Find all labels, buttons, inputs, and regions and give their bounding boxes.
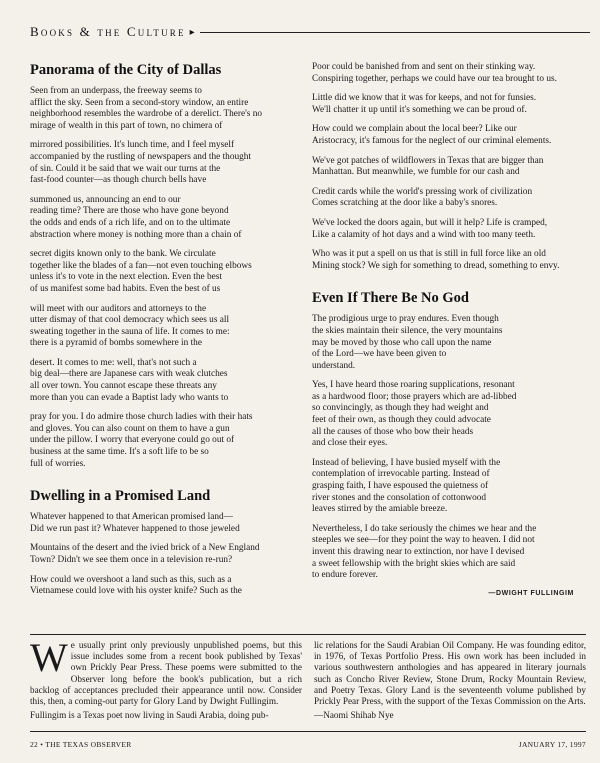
poem-stanza: Mountains of the desert and the ivied brick of a New England Town? Didn't we see them once in a television re-run? [30,543,260,565]
poem-stanza: Nevertheless, I do take seriously the chimes we hear and the steeples we see—for they point the way to heaven. I did not invent this drawing near to extinction, nor have I devised a sweet fellowship with the bright skies which are said to endure forever. [312,523,537,581]
poem-stanza: Who was it put a spell on us that is still in full force like an old Mining stock? We sigh for something to dread, something to envy. [312,249,560,271]
page-number-publication: 22 • THE TEXAS OBSERVER [30,739,132,749]
poem-stanza: Yes, I have heard those roaring supplications, resonant as a hardwood floor; those prayers which are ad-libbed so convincingly, as though they had weight and feet of their own, as though they could advocate all the causes of those who bow their heads and close their eyes. [312,380,517,449]
left-column [30,62,288,606]
editor-note-paragraph: lic relations for the Saudi Arabian Oil Company. He was founding editor, in 1976, of Texas Portfolio Press. His own work has been included in various southwestern anthologies and has appeared in literary journals such as Concho River Review, Stone Drum, Rocky Mountain Review, and Poetry Texas. Glory Land is the seventeenth volume published by Prickly Pear Press, with the support of the Texas Commission on the Arts. [314,640,586,707]
poem-stanza: How could we complain about the local beer? Like our Aristocracy, it's famous for the neglect of our criminal elements. [312,124,552,146]
poem-stanza: The prodigious urge to pray endures. Even though the skies maintain their silence, the very mountains may be moved by those who call upon the name of the Lord—we have been given to understand. [312,314,503,371]
poem-stanza: How could we overshoot a land such as this, such as a Vietnamese could love with his oyster knife? Such as the [30,574,242,597]
header-rule [200,32,590,33]
editor-note-paragraph: We usually print only previously unpublished poems, but this issue includes some from a recent book published by Texas' own Prickly Pear Press. These poems were submitted to the Observer long before the book's publication, but a rich backlog of acceptances precluded their appearance until now. Consider this, then, a coming-out party for Glory Land by Dwight Fullingim. [30,635,302,707]
poem-stanza: secret digits known only to the bank. We circulate together like the blades of a fan—not even touching elbows unless it's to vote in the next election. Even the best of us manifest some bad habits. Even the best of us [30,249,252,294]
poem-stanza: mirrored possibilities. It's lunch time, and I feel myself accompanied by the rustling of newspapers and the thought of sin. Could it be said that we wait our turns at the fast-food counter—as though church bells have [30,140,252,186]
page-footer [30,738,586,750]
poem-stanza: Little did we know that it was for keeps, and not for funsies. We'll chatter it up until it's something we can be proud of. [312,93,537,115]
editor-signoff: —Naomi Shihab Nye [314,710,394,721]
poem-stanza: Poor could be banished from and sent on their stinking way. Conspiring together, perhaps we could have our tea brought to us. [312,62,557,84]
poem-stanza: Seen from an underpass, the freeway seems to afflict the sky. Seen from a second-story window, an entire neighborhood resembles the wardrobe of a derelict. There's no mirage of wealth in this part of town, no chimera of [30,86,263,131]
editor-note-box [30,634,586,732]
poem-title-promised-land: Dwelling in a Promised Land [30,488,211,505]
poem-stanza: We've got patches of wildflowers in Texas that are bigger than Manhattan. But meanwhile, we fumble for our cash and [312,155,544,178]
poem-stanza: will meet with our auditors and attorneys to the utter dismay of that cool democracy which sees us all sweating together in the sauna of life. It comes to me: there is a pyramid of bombs somewhere in the [30,303,230,349]
dropcap-letter: W [30,635,68,680]
section-header [30,22,590,42]
right-column [312,62,574,597]
triangle-arrow-icon: ▸ [189,26,195,38]
poem-stanza: pray for you. I do admire those church ladies with their hats and gloves. You can also count on them to have a gun under the pillow. I worry that everyone could go out of business at the same time. It's a soft life to be so full of worries. [30,412,253,469]
poet-byline: —DWIGHT FULLINGIM [488,589,574,597]
editor-note-paragraph: Fullingim is a Texas poet now living in Saudi Arabia, doing pub- [30,710,269,721]
editor-note-left [30,635,302,724]
poem-stanza: We've locked the doors again, but will it help? Life is cramped, Like a calamity of hot days and a wind with too many teeth. [312,217,548,240]
editor-note-right [314,640,586,724]
poem-title-no-god: Even If There Be No God [312,290,469,307]
poem-title-panorama: Panorama of the City of Dallas [30,62,222,78]
poem-stanza: desert. It comes to me: well, that's not such a big deal—there are Japanese cars with weak clutches all over town. You cannot escape these threats any more than you can evade a Baptist lady who wants to [30,357,229,403]
poem-stanza: Credit cards while the world's pressing work of civilization Comes scratching at the door like a baby's snores. [312,186,533,209]
section-title: Books & the Culture [30,24,186,39]
poem-stanza: Instead of believing, I have busied myself with the contemplation of irrevocable parting. Instead of grasping faith, I have espoused the quietness of river stones and the consolation of cottonwood leaves stirred by the amiable breeze. [312,457,501,515]
poem-stanza: Whatever happened to that American promised land— Did we run past it? Whatever happened to those jeweled [30,512,240,534]
issue-date: JANUARY 17, 1997 [518,739,586,749]
poem-stanza: summoned us, announcing an end to our reading time? There are those who have gone beyond the odds and ends of a rich life, and on to the ultimate abstraction where money is nothing more than a chain of [30,194,242,240]
